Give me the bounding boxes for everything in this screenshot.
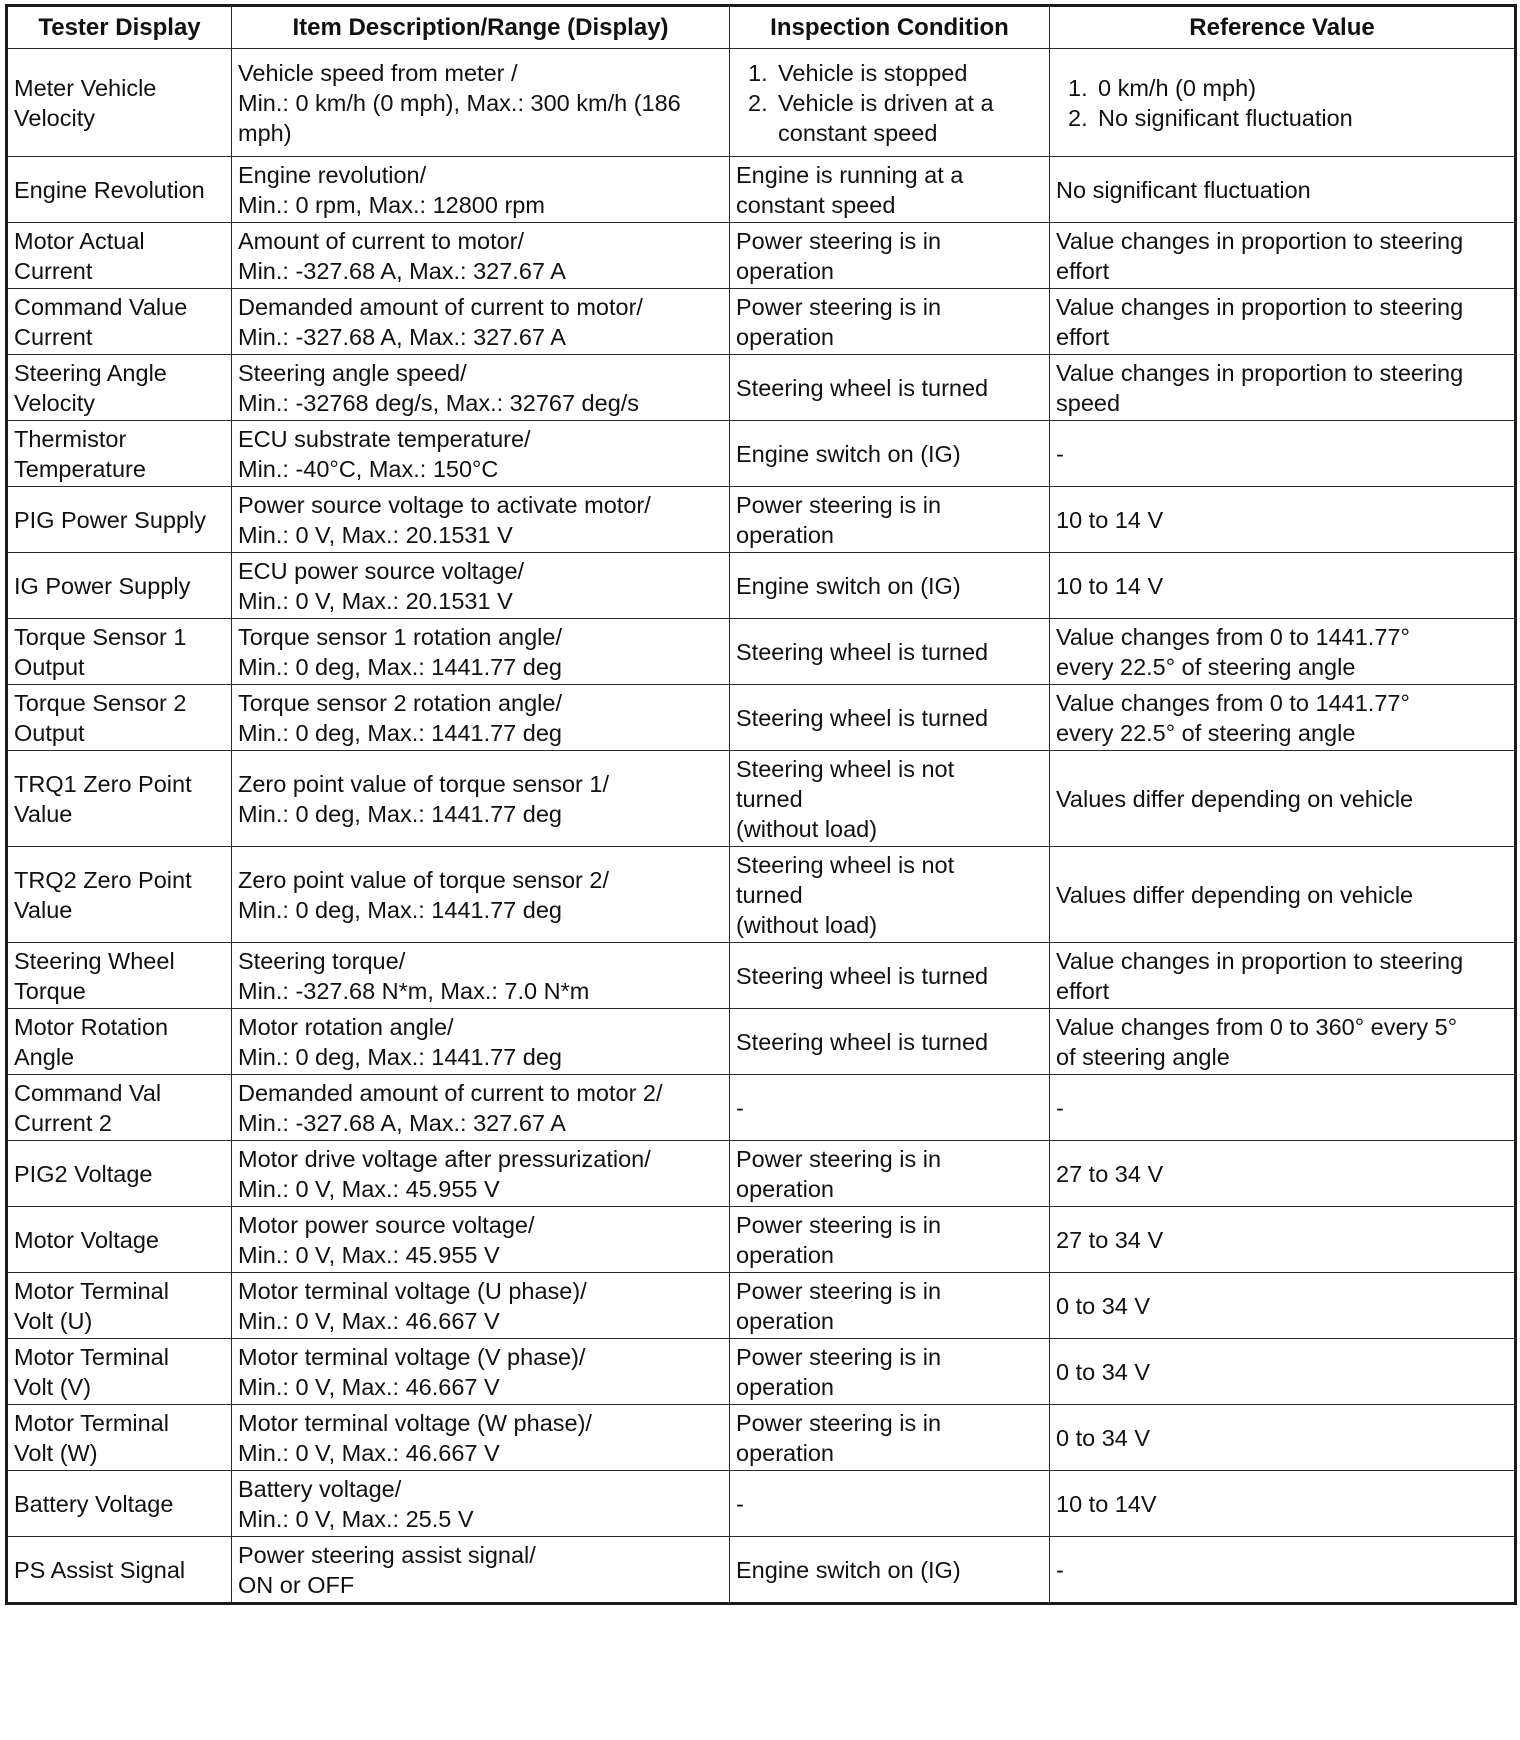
cell-reference-value [1050,421,1516,487]
reference-value-line: - [1056,1557,1064,1583]
tester-display-line: Torque Sensor 1 [14,624,187,650]
reference-value-line: every 22.5° of steering angle [1056,720,1356,746]
cell-reference-value [1050,943,1516,1009]
cell-item-description [232,49,730,157]
item-description-line: Min.: 0 V, Max.: 45.955 V [238,1242,500,1268]
inspection-condition-line: Engine switch on (IG) [736,1557,961,1583]
tester-display-line: Command Val [14,1080,162,1106]
cell-inspection-condition [730,1075,1050,1141]
cell-inspection-condition [730,1471,1050,1537]
cell-reference-value [1050,619,1516,685]
inspection-condition-line: Steering wheel is not [736,756,955,782]
inspection-condition-line: Steering wheel is turned [736,375,989,401]
tester-display-line: Volt (V) [14,1374,92,1400]
tester-display-line: Engine Revolution [14,177,205,203]
cell-tester-display [7,49,232,157]
reference-value-line: No significant fluctuation [1056,177,1311,203]
tester-display-line: PIG2 Voltage [14,1161,153,1187]
table-row [7,1273,1516,1339]
reference-value-line: 27 to 34 V [1056,1161,1164,1187]
inspection-condition-line: operation [736,1176,834,1202]
reference-value-line: 0 to 34 V [1056,1425,1151,1451]
item-description-line: Min.: -327.68 N*m, Max.: 7.0 N*m [238,978,590,1004]
reference-value-list-item: 0 km/h (0 mph) [1098,75,1257,101]
inspection-condition-line: Steering wheel is turned [736,639,989,665]
tester-display-line: Command Value [14,294,188,320]
inspection-condition-line: Power steering is in [736,1146,942,1172]
inspection-condition-line: Engine switch on (IG) [736,573,961,599]
item-description-line: Steering torque/ [238,948,406,974]
data-list-table [5,4,1517,1605]
tester-display-line: PS Assist Signal [14,1557,186,1583]
cell-inspection-condition [730,1273,1050,1339]
inspection-condition-line: turned [736,882,803,908]
cell-tester-display [7,223,232,289]
reference-value-line: speed [1056,390,1121,416]
tester-display-line: Motor Terminal [14,1410,169,1436]
cell-inspection-condition [730,553,1050,619]
column-header-inspection-condition: Inspection Condition [730,6,1050,49]
table-row [7,1339,1516,1405]
table-row [7,751,1516,847]
cell-inspection-condition [730,847,1050,943]
reference-value-line: Value changes from 0 to 1441.77° [1056,690,1410,716]
cell-tester-display [7,1273,232,1339]
cell-inspection-condition [730,223,1050,289]
cell-reference-value [1050,1339,1516,1405]
table-row [7,1471,1516,1537]
reference-value-line: 10 to 14 V [1056,573,1164,599]
inspection-condition-line: operation [736,1440,834,1466]
table-row [7,553,1516,619]
table-row [7,685,1516,751]
inspection-condition-line: Steering wheel is turned [736,1029,989,1055]
inspection-condition-line: turned [736,786,803,812]
inspection-condition-line: Power steering is in [736,1212,942,1238]
cell-tester-display [7,553,232,619]
cell-tester-display [7,289,232,355]
tester-display-line: Velocity [14,105,95,131]
cell-item-description [232,355,730,421]
tester-display-line: Thermistor [14,426,127,452]
cell-reference-value [1050,1207,1516,1273]
reference-value-line: Value changes in proportion to steering [1056,294,1464,320]
item-description-line: Min.: 0 rpm, Max.: 12800 rpm [238,192,545,218]
cell-inspection-condition [730,355,1050,421]
reference-value-line: 27 to 34 V [1056,1227,1164,1253]
cell-item-description [232,1009,730,1075]
cell-item-description [232,487,730,553]
item-description-line: Min.: 0 deg, Max.: 1441.77 deg [238,897,562,923]
table-row [7,1141,1516,1207]
item-description-line: Motor drive voltage after pressurization/ [238,1146,651,1172]
table-row [7,619,1516,685]
cell-reference-value [1050,49,1516,157]
cell-tester-display [7,943,232,1009]
cell-item-description [232,421,730,487]
cell-inspection-condition [730,157,1050,223]
table-header-row [7,6,1516,49]
table-row [7,487,1516,553]
cell-item-description [232,1405,730,1471]
reference-value-line: 10 to 14V [1056,1491,1157,1517]
table-row [7,157,1516,223]
item-description-line: Min.: -327.68 A, Max.: 327.67 A [238,324,566,350]
item-description-line: Steering angle speed/ [238,360,467,386]
tester-display-line: Angle [14,1044,75,1070]
cell-item-description [232,685,730,751]
item-description-line: Min.: -32768 deg/s, Max.: 32767 deg/s [238,390,640,416]
reference-value-line: 0 to 34 V [1056,1293,1151,1319]
cell-inspection-condition [730,421,1050,487]
reference-value-line: Values differ depending on vehicle [1056,786,1414,812]
cell-tester-display [7,1471,232,1537]
item-description-line: Min.: 0 V, Max.: 25.5 V [238,1506,474,1532]
cell-item-description [232,943,730,1009]
cell-reference-value [1050,751,1516,847]
item-description-line: Min.: 0 V, Max.: 45.955 V [238,1176,500,1202]
table-row [7,847,1516,943]
tester-display-line: Motor Actual [14,228,145,254]
tester-display-line: TRQ1 Zero Point [14,771,192,797]
cell-tester-display [7,421,232,487]
cell-tester-display [7,1075,232,1141]
inspection-condition-line: Power steering is in [736,294,942,320]
tester-display-line: Velocity [14,390,95,416]
cell-item-description [232,1273,730,1339]
reference-value-line: effort [1056,258,1110,284]
inspection-condition-line: (without load) [736,912,878,938]
column-header-reference-value: Reference Value [1050,6,1516,49]
tester-display-line: Battery Voltage [14,1491,174,1517]
item-description-line: Motor terminal voltage (W phase)/ [238,1410,592,1436]
item-description-line: Vehicle speed from meter / [238,60,518,86]
cell-item-description [232,847,730,943]
data-list-sheet [5,4,1514,1605]
cell-item-description [232,1207,730,1273]
item-description-line: Battery voltage/ [238,1476,402,1502]
reference-value-line: every 22.5° of steering angle [1056,654,1356,680]
cell-tester-display [7,685,232,751]
cell-inspection-condition [730,943,1050,1009]
cell-reference-value [1050,1141,1516,1207]
cell-tester-display [7,1339,232,1405]
cell-item-description [232,1339,730,1405]
inspection-condition-line: operation [736,258,834,284]
item-description-line: Min.: 0 V, Max.: 20.1531 V [238,522,513,548]
inspection-condition-line: Steering wheel is turned [736,963,989,989]
cell-inspection-condition [730,1009,1050,1075]
cell-reference-value [1050,1471,1516,1537]
cell-reference-value [1050,847,1516,943]
reference-value-list-item: No significant fluctuation [1098,105,1353,131]
inspection-condition-line: Engine is running at a [736,162,964,188]
inspection-condition-line: Steering wheel is turned [736,705,989,731]
cell-item-description [232,619,730,685]
item-description-line: ECU substrate temperature/ [238,426,531,452]
item-description-line: ON or OFF [238,1572,355,1598]
cell-item-description [232,553,730,619]
cell-reference-value [1050,685,1516,751]
item-description-line: Motor power source voltage/ [238,1212,535,1238]
table-row [7,1075,1516,1141]
reference-value-line: Value changes in proportion to steering [1056,228,1464,254]
cell-reference-value [1050,1273,1516,1339]
reference-value-line: Value changes in proportion to steering [1056,948,1464,974]
inspection-condition-list-item: Vehicle is stopped [778,60,968,86]
item-description-line: ECU power source voltage/ [238,558,525,584]
cell-tester-display [7,157,232,223]
item-description-line: Min.: -40°C, Max.: 150°C [238,456,499,482]
item-description-line: Demanded amount of current to motor 2/ [238,1080,663,1106]
cell-inspection-condition [730,685,1050,751]
reference-value-line: Values differ depending on vehicle [1056,882,1414,908]
cell-tester-display [7,355,232,421]
item-description-line: Min.: 0 V, Max.: 20.1531 V [238,588,513,614]
table-row [7,49,1516,157]
table-row [7,1537,1516,1604]
cell-inspection-condition [730,487,1050,553]
cell-inspection-condition [730,1405,1050,1471]
inspection-condition-list-item: Vehicle is driven at a constant speed [778,90,994,146]
cell-item-description [232,751,730,847]
item-description-line: Zero point value of torque sensor 2/ [238,867,609,893]
cell-reference-value [1050,487,1516,553]
cell-item-description [232,289,730,355]
tester-display-line: Volt (U) [14,1308,93,1334]
tester-display-line: Temperature [14,456,146,482]
inspection-condition-line: Power steering is in [736,228,942,254]
inspection-condition-line: constant speed [736,192,896,218]
cell-reference-value [1050,1075,1516,1141]
cell-tester-display [7,1009,232,1075]
cell-inspection-condition [730,1339,1050,1405]
tester-display-line: Current [14,258,93,284]
cell-inspection-condition [730,1537,1050,1604]
tester-display-line: Meter Vehicle [14,75,157,101]
tester-display-line: Motor Rotation [14,1014,169,1040]
item-description-line: Power source voltage to activate motor/ [238,492,651,518]
item-description-line: Motor terminal voltage (U phase)/ [238,1278,587,1304]
cell-inspection-condition [730,619,1050,685]
cell-reference-value [1050,1405,1516,1471]
cell-reference-value [1050,223,1516,289]
cell-item-description [232,1537,730,1604]
cell-item-description [232,223,730,289]
cell-reference-value [1050,1009,1516,1075]
reference-value-line: Value changes from 0 to 360° every 5° [1056,1014,1458,1040]
item-description-line: Zero point value of torque sensor 1/ [238,771,609,797]
tester-display-line: Value [14,801,73,827]
item-description-line: Motor terminal voltage (V phase)/ [238,1344,586,1370]
item-description-line: Min.: 0 deg, Max.: 1441.77 deg [238,654,562,680]
tester-display-line: Volt (W) [14,1440,98,1466]
item-description-line: Min.: 0 deg, Max.: 1441.77 deg [238,720,562,746]
tester-display-line: Torque [14,978,86,1004]
item-description-line: mph) [238,120,292,146]
cell-tester-display [7,1207,232,1273]
table-row [7,1405,1516,1471]
inspection-condition-line: operation [736,1374,834,1400]
inspection-condition-line: operation [736,522,834,548]
table-row [7,421,1516,487]
inspection-condition-line: operation [736,324,834,350]
inspection-condition-list [736,58,1043,148]
cell-item-description [232,1075,730,1141]
cell-tester-display [7,487,232,553]
item-description-line: Engine revolution/ [238,162,427,188]
reference-value-line: Value changes in proportion to steering [1056,360,1464,386]
item-description-line: Min.: 0 deg, Max.: 1441.77 deg [238,1044,562,1070]
inspection-condition-line: operation [736,1242,834,1268]
cell-tester-display [7,847,232,943]
item-description-line: Power steering assist signal/ [238,1542,536,1568]
tester-display-line: IG Power Supply [14,573,191,599]
cell-item-description [232,157,730,223]
cell-inspection-condition [730,1207,1050,1273]
tester-display-line: PIG Power Supply [14,507,207,533]
inspection-condition-line: Steering wheel is not [736,852,955,878]
table-row [7,355,1516,421]
table-row [7,289,1516,355]
item-description-line: Min.: 0 deg, Max.: 1441.77 deg [238,801,562,827]
item-description-line: Min.: 0 V, Max.: 46.667 V [238,1308,500,1334]
item-description-line: Torque sensor 2 rotation angle/ [238,690,562,716]
cell-reference-value [1050,1537,1516,1604]
cell-item-description [232,1471,730,1537]
tester-display-line: Steering Wheel [14,948,175,974]
inspection-condition-line: (without load) [736,816,878,842]
reference-value-line: 10 to 14 V [1056,507,1164,533]
item-description-line: Min.: 0 V, Max.: 46.667 V [238,1440,500,1466]
table-row [7,1207,1516,1273]
table-row [7,223,1516,289]
cell-reference-value [1050,355,1516,421]
cell-inspection-condition [730,1141,1050,1207]
table-row [7,1009,1516,1075]
reference-value-list [1056,73,1508,133]
tester-display-line: Motor Voltage [14,1227,160,1253]
inspection-condition-line: Power steering is in [736,1344,942,1370]
cell-inspection-condition [730,49,1050,157]
column-header-tester-display: Tester Display [7,6,232,49]
cell-tester-display [7,751,232,847]
item-description-line: Min.: 0 km/h (0 mph), Max.: 300 km/h (186 [238,90,681,116]
tester-display-line: TRQ2 Zero Point [14,867,192,893]
cell-reference-value [1050,553,1516,619]
inspection-condition-line: Power steering is in [736,1410,942,1436]
reference-value-line: of steering angle [1056,1044,1230,1070]
inspection-condition-line: Power steering is in [736,1278,942,1304]
reference-value-line: Value changes from 0 to 1441.77° [1056,624,1410,650]
cell-item-description [232,1141,730,1207]
cell-tester-display [7,1405,232,1471]
cell-tester-display [7,619,232,685]
tester-display-line: Current 2 [14,1110,112,1136]
item-description-line: Torque sensor 1 rotation angle/ [238,624,562,650]
inspection-condition-line: Engine switch on (IG) [736,441,961,467]
column-header-item-description: Item Description/Range (Display) [232,6,730,49]
tester-display-line: Torque Sensor 2 [14,690,187,716]
reference-value-line: - [1056,1095,1064,1121]
cell-tester-display [7,1537,232,1604]
inspection-condition-line: Power steering is in [736,492,942,518]
tester-display-line: Output [14,720,85,746]
item-description-line: Min.: -327.68 A, Max.: 327.67 A [238,1110,566,1136]
tester-display-line: Output [14,654,85,680]
tester-display-line: Current [14,324,93,350]
reference-value-line: 0 to 34 V [1056,1359,1151,1385]
item-description-line: Min.: -327.68 A, Max.: 327.67 A [238,258,566,284]
tester-display-line: Motor Terminal [14,1278,169,1304]
cell-tester-display [7,1141,232,1207]
cell-reference-value [1050,157,1516,223]
cell-reference-value [1050,289,1516,355]
reference-value-line: effort [1056,324,1110,350]
reference-value-line: - [1056,441,1064,467]
table-row [7,943,1516,1009]
tester-display-line: Value [14,897,73,923]
tester-display-line: Motor Terminal [14,1344,169,1370]
table-body [7,49,1516,1604]
inspection-condition-line: - [736,1491,744,1517]
reference-value-line: effort [1056,978,1110,1004]
item-description-line: Amount of current to motor/ [238,228,525,254]
inspection-condition-line: operation [736,1308,834,1334]
cell-inspection-condition [730,751,1050,847]
item-description-line: Motor rotation angle/ [238,1014,454,1040]
item-description-line: Demanded amount of current to motor/ [238,294,643,320]
cell-inspection-condition [730,289,1050,355]
tester-display-line: Steering Angle [14,360,167,386]
inspection-condition-line: - [736,1095,744,1121]
item-description-line: Min.: 0 V, Max.: 46.667 V [238,1374,500,1400]
